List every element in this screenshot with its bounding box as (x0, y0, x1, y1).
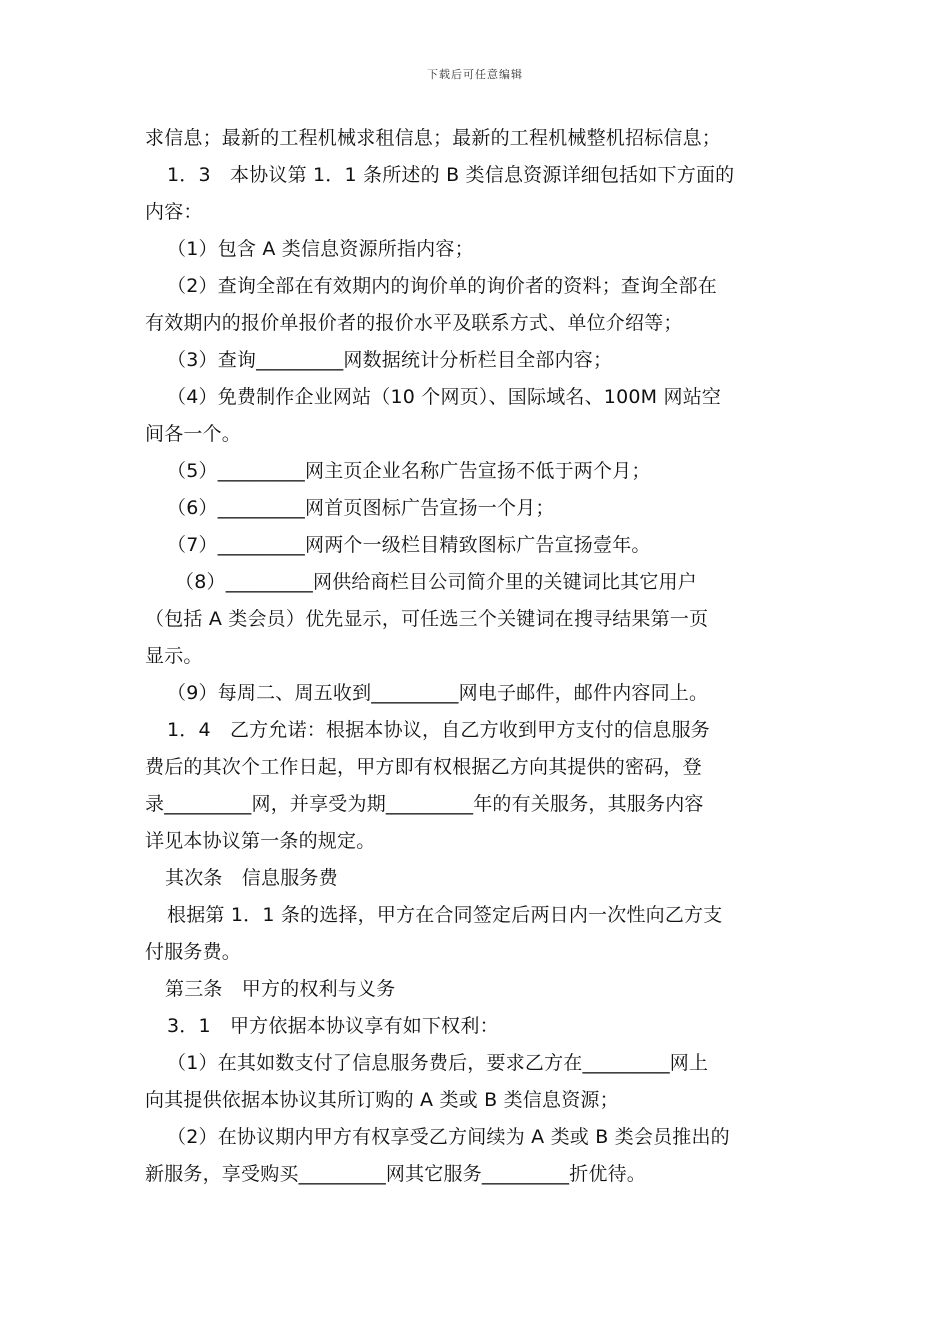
text-line: 3．1 甲方依据本协议享有如下权利： (167, 1015, 499, 1037)
text-line: 其次条 信息服务费 (165, 867, 338, 889)
text-line: （1）在其如数支付了信息服务费后，要求乙方在_________网上 (167, 1052, 709, 1074)
text-line: 间各一个。 (145, 423, 242, 445)
text-line: （1）包含 A 类信息资源所指内容； (167, 238, 474, 260)
text-line: （9）每周二、周五收到_________网电子邮件，邮件内容同上。 (167, 682, 709, 704)
text-line: 有效期内的报价单报价者的报价水平及联系方式、单位介绍等； (145, 312, 683, 334)
text-line: （7）_________网两个一级栏目精致图标广告宣扬壹年。 (167, 534, 651, 556)
text-line: 付服务费。 (145, 941, 242, 963)
text-line: 1．3 本协议第 1．1 条所述的 B 类信息资源详细包括如下方面的 (167, 164, 735, 186)
text-line: 向其提供依据本协议其所订购的 A 类或 B 类信息资源； (145, 1089, 619, 1111)
text-line: （3）查询_________网数据统计分析栏目全部内容； (167, 349, 613, 371)
text-line: 显示。 (145, 645, 203, 667)
text-line: （6）_________网首页图标广告宣扬一个月； (167, 497, 555, 519)
text-line: 根据第 1．1 条的选择，甲方在合同签定后两日内一次性向乙方支 (167, 904, 723, 926)
text-line: （4）免费制作企业网站（10 个网页）、国际域名、100M 网站空 (167, 386, 722, 408)
page-header: 下载后可任意编辑 (427, 68, 523, 81)
text-line: 求信息；最新的工程机械求租信息；最新的工程机械整机招标信息； (145, 127, 722, 149)
text-line: （包括 A 类会员）优先显示，可任选三个关键词在搜寻结果第一页 (145, 608, 709, 630)
text-line: 详见本协议第一条的规定。 (145, 830, 376, 852)
text-line: （2）在协议期内甲方有权享受乙方间续为 A 类或 B 类会员推出的 (167, 1126, 730, 1148)
text-line: 录_________网，并享受为期_________年的有关服务，其服务内容 (145, 793, 704, 815)
text-line: 内容： (145, 201, 203, 223)
text-line: （8）_________网供给商栏目公司简介里的关键词比其它用户 (175, 571, 697, 593)
document-body (145, 120, 810, 1193)
text-line: （2）查询全部在有效期内的询价单的询价者的资料；查询全部在 (167, 275, 717, 297)
text-line: 1．4 乙方允诺：根据本协议，自乙方收到甲方支付的信息服务 (167, 719, 710, 741)
text-line: （5）_________网主页企业名称广告宣扬不低于两个月； (167, 460, 651, 482)
text-line: 费后的其次个工作日起，甲方即有权根据乙方向其提供的密码，登 (145, 756, 702, 778)
text-line: 新服务，享受购买_________网其它服务_________折优待。 (145, 1163, 647, 1185)
text-line: 第三条 甲方的权利与义务 (165, 978, 396, 1000)
